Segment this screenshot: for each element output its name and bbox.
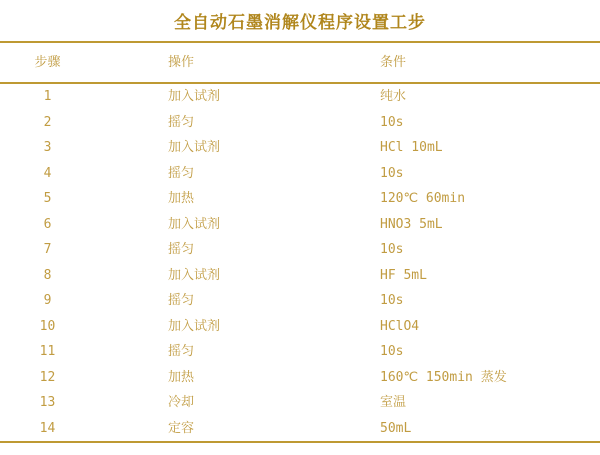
- step-number: 6: [43, 216, 52, 232]
- condition-cell: 10s: [380, 114, 404, 130]
- step-number: 11: [39, 344, 56, 359]
- operation-cell: 加入试剂: [168, 267, 221, 283]
- table-row: [0, 263, 600, 289]
- table-row: [0, 237, 600, 263]
- condition-cell: HF 5mL: [380, 267, 427, 283]
- step-number: 9: [43, 293, 52, 308]
- condition-cell: 120℃ 60min: [380, 191, 466, 206]
- operation-cell: 加热: [168, 191, 195, 206]
- step-number: 3: [43, 140, 52, 155]
- operation-cell: 加入试剂: [168, 89, 221, 104]
- column-header-operation: 操作: [168, 55, 195, 70]
- table-row: [0, 186, 600, 212]
- condition-cell: 纯水: [380, 89, 407, 104]
- table-row: [0, 365, 600, 391]
- operation-cell: 摇匀: [168, 293, 195, 308]
- step-number: 12: [39, 369, 56, 385]
- operation-cell: 摇匀: [168, 344, 195, 359]
- step-number: 1: [43, 89, 52, 104]
- operation-cell: 摇匀: [168, 165, 195, 181]
- step-number: 14: [39, 420, 56, 436]
- condition-cell: 室温: [380, 395, 407, 410]
- table-row: [0, 390, 600, 416]
- table-row: [0, 416, 600, 442]
- operation-cell: 冷却: [168, 395, 195, 410]
- operation-cell: 摇匀: [168, 242, 195, 257]
- column-header-condition: 条件: [380, 55, 407, 70]
- table-row: [0, 288, 600, 314]
- table-header: [0, 43, 600, 84]
- page-title: 全自动石墨消解仪程序设置工步: [0, 0, 600, 43]
- condition-cell: 10s: [380, 344, 404, 359]
- operation-cell: 加热: [168, 369, 195, 385]
- table-row: [0, 314, 600, 340]
- condition-cell: 10s: [380, 293, 404, 308]
- table-body: [0, 84, 600, 443]
- table-row: [0, 161, 600, 187]
- condition-cell: 160℃ 150min 蒸发: [380, 369, 507, 385]
- table-row: [0, 339, 600, 365]
- step-number: 4: [43, 165, 52, 181]
- operation-cell: 定容: [168, 420, 195, 436]
- step-number: 8: [43, 267, 52, 283]
- condition-cell: 10s: [380, 242, 404, 257]
- operation-cell: 加入试剂: [168, 140, 221, 155]
- table-row: [0, 135, 600, 161]
- operation-cell: 加入试剂: [168, 318, 221, 334]
- condition-cell: HCl 10mL: [380, 140, 443, 155]
- step-number: 13: [39, 395, 56, 410]
- condition-cell: 10s: [380, 165, 404, 181]
- condition-cell: HClO4: [380, 318, 420, 334]
- column-header-step: 步骤: [34, 55, 61, 70]
- table-row: [0, 212, 600, 238]
- step-number: 7: [43, 242, 52, 257]
- condition-cell: 50mL: [380, 420, 412, 436]
- table-row: [0, 110, 600, 136]
- step-number: 2: [43, 114, 52, 130]
- step-number: 10: [39, 318, 56, 334]
- operation-cell: 摇匀: [168, 114, 195, 130]
- table-row: [0, 84, 600, 110]
- step-number: 5: [43, 191, 52, 206]
- condition-cell: HNO3 5mL: [380, 216, 443, 232]
- operation-cell: 加入试剂: [168, 216, 221, 232]
